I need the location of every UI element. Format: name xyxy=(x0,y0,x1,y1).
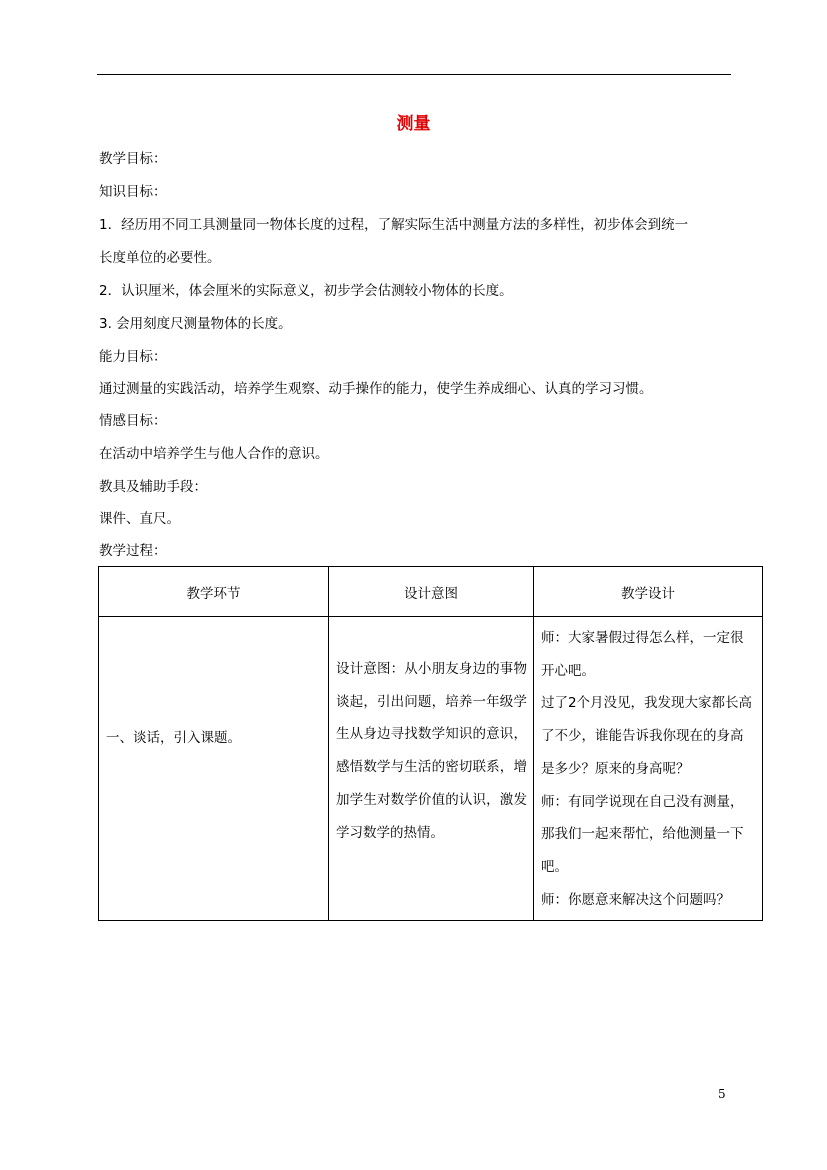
knowledge-goal-2: 2．认识厘米，体会厘米的实际意义，初步学会估测较小物体的长度。 xyxy=(99,283,513,299)
document-title: 测量 xyxy=(396,114,431,134)
heading-emotion-goals: 情感目标： xyxy=(99,413,167,429)
table-header-row xyxy=(99,567,763,617)
heading-knowledge-goals: 知识目标： xyxy=(99,184,167,200)
design-paragraph: 师：大家暑假过得怎么样，一定很开心吧。 xyxy=(540,630,744,679)
design-paragraph: 师：有同学说现在自己没有测量，那我们一起来帮忙，给他测量一下吧。 xyxy=(540,793,744,875)
teaching-aids-text: 课件、直尺。 xyxy=(99,511,180,527)
design-paragraph: 过了2个月没见，我发现大家都长高了不少，谁能告诉我你现在的身高是多少？原来的身高呢？ xyxy=(540,695,753,777)
knowledge-goal-3: 3. 会用刻度尺测量物体的长度。 xyxy=(99,316,292,332)
header-rule xyxy=(97,74,731,75)
header-stage: 教学环节 xyxy=(99,567,329,617)
cell-design xyxy=(533,617,762,921)
header-intent: 设计意图 xyxy=(329,567,534,617)
cell-intent xyxy=(329,617,534,921)
knowledge-goal-1-cont: 长度单位的必要性。 xyxy=(99,250,221,266)
design-text xyxy=(534,617,762,916)
knowledge-goal-1: 1．经历用不同工具测量同一物体长度的过程，了解实际生活中测量方法的多样性，初步体会到统一 xyxy=(99,217,689,233)
ability-goal-text: 通过测量的实践活动，培养学生观察、动手操作的能力，使学生养成细心、认真的学习习惯。 xyxy=(99,381,653,397)
lesson-table xyxy=(98,566,763,921)
heading-teaching-aids: 教具及辅助手段： xyxy=(99,479,207,495)
heading-teaching-process: 教学过程： xyxy=(99,543,167,559)
page-number: 5 xyxy=(718,1087,726,1101)
stage-text: 一、谈话，引入课题。 xyxy=(106,730,241,746)
design-paragraph: 师：你愿意来解决这个问题吗？ xyxy=(540,891,730,908)
intent-text: 设计意图：从小朋友身边的事物谈起，引出问题，培养一年级学生从身边寻找数学知识的意识，感悟数学与生活的密切联系，增加学生对数学价值的认识，激发学习数学的热情。 xyxy=(336,661,527,841)
table-row xyxy=(99,617,763,921)
heading-ability-goals: 能力目标： xyxy=(99,349,167,365)
heading-teaching-goals: 教学目标： xyxy=(99,151,167,167)
header-design: 教学设计 xyxy=(533,567,762,617)
cell-stage xyxy=(99,617,329,921)
emotion-goal-text: 在活动中培养学生与他人合作的意识。 xyxy=(99,446,329,462)
